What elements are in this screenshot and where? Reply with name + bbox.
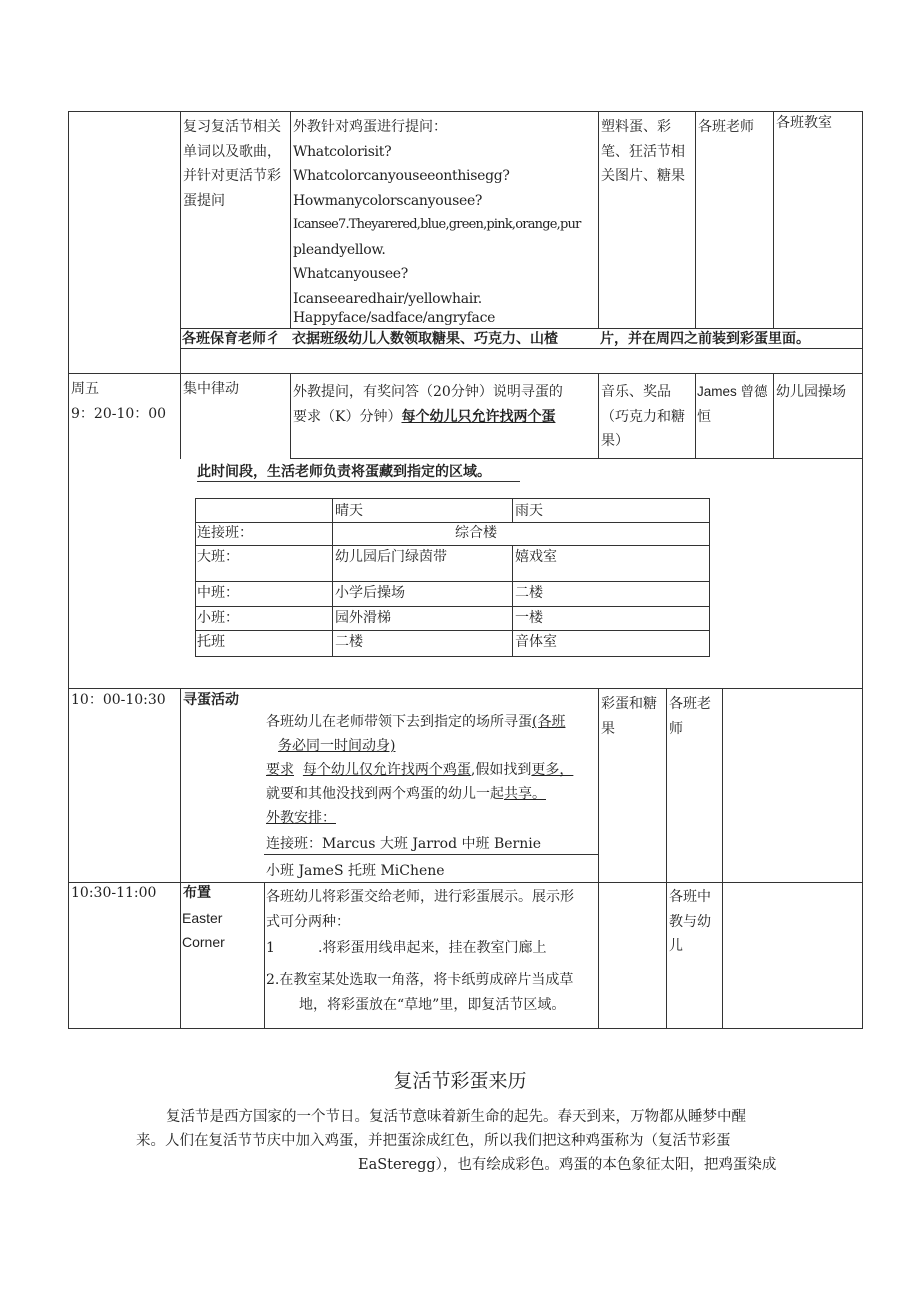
activity-line: Corner [182, 934, 225, 950]
content-line: 务必同一时间动身) [278, 738, 396, 754]
content-line: 式可分两种： [266, 913, 350, 930]
col-divider [264, 882, 265, 1029]
col-divider [290, 111, 291, 329]
activity-cell: 集中律动 [183, 381, 239, 397]
materials-line: 果） [601, 433, 629, 449]
activity-line: Easter [182, 910, 223, 926]
grid-line [195, 545, 709, 546]
col-divider [695, 373, 696, 459]
grid-line [709, 498, 710, 657]
materials-line: （巧克力和糖 [601, 408, 685, 425]
materials-line: 音乐、奖品 [601, 384, 671, 400]
grid-line [195, 630, 709, 631]
content-line [266, 782, 546, 807]
content-text: (各班 [532, 714, 566, 730]
egg-rule: 每个幼儿只允许找两个蛋 [401, 408, 556, 425]
content-line: Whatcanyousee? [293, 266, 408, 282]
content-line: Whatcolorisit? [293, 143, 392, 160]
note-part: 衣据班级幼儿人数领取糖果、巧克力、山楂 [292, 331, 558, 347]
class-cell: 大班： [197, 549, 239, 565]
content-text: 要求 [266, 762, 294, 778]
rainy-cell: 一楼 [515, 610, 543, 626]
materials-line: 果 [601, 720, 615, 737]
activity-line: 并针对更活节彩 [183, 168, 281, 184]
content-line [266, 710, 565, 735]
grid-line [195, 656, 709, 657]
header-rainy: 雨天 [515, 503, 543, 519]
table-border-right [862, 111, 863, 1029]
location-cell: 幼儿园操场 [776, 384, 846, 400]
grid-line [332, 498, 333, 657]
grid-line [195, 498, 196, 657]
sunny-cell: 园外滑梯 [335, 610, 391, 626]
staff-line: 各班中 [669, 889, 711, 905]
staff-line: 师 [669, 720, 683, 737]
list-number: 1 [266, 940, 275, 956]
table-border-bottom [68, 1028, 863, 1029]
content-line: Howmanycolorscanyousee? [293, 192, 483, 209]
table-border-left [68, 111, 69, 1029]
grid-line [512, 498, 513, 523]
notice-underline [197, 481, 520, 482]
col-divider [695, 111, 696, 329]
activity-line: 蛋提问 [183, 192, 225, 209]
grid-line [512, 545, 513, 657]
activity-cell: 寻蛋活动 [183, 692, 239, 708]
article-line: 复活节是西方国家的一个节日。复活节意味着新生命的起先。春天到来，万物都从睡梦中醒 [166, 1109, 746, 1125]
content-line: Icansee7.Theyarered,blue,green,pink,orange,pur [293, 217, 581, 232]
grid-line [195, 498, 709, 499]
class-cell: 小班： [197, 610, 239, 626]
staff-line: 恒 [697, 408, 711, 425]
row-divider [68, 373, 863, 374]
col-divider [722, 688, 723, 1029]
content-line: Whatcolorcanyouseeonthisegg? [293, 168, 510, 184]
teacher-assignment: 小班 JameS 托班 MiChene [266, 863, 445, 879]
materials-line: 关图片、糖果 [601, 168, 685, 184]
col-divider [773, 373, 774, 459]
content-text: 更多， [531, 762, 574, 778]
col-divider [773, 111, 774, 329]
content-line: pleandyellow. [293, 241, 386, 258]
class-cell: 托班 [197, 634, 225, 650]
content-line: Happyface/sadface/angryface [293, 310, 496, 326]
staff-line: 儿 [669, 938, 683, 954]
rainy-cell: 嬉戏室 [515, 549, 557, 565]
col-divider [598, 688, 599, 1029]
content-line: Icanseearedhair/yellowhair. [293, 290, 482, 307]
content-text: 就要和其他没找到两个鸡蛋的幼儿一起 [266, 786, 504, 802]
note-part: 片，并在周四之前装到彩蛋里面。 [600, 331, 810, 347]
staff-cell: 各班老师 [698, 119, 754, 135]
col-divider [180, 111, 181, 459]
time-range: 10:30-11:00 [71, 885, 157, 901]
content-line: 外教安排： [266, 810, 336, 826]
rainy-cell: 二楼 [515, 585, 543, 601]
content-text: 各班幼儿在老师带领下去到指定的场所寻蛋 [266, 714, 532, 730]
grid-line [195, 581, 709, 582]
staff-line: James 曾德 [697, 384, 768, 399]
activity-line: 复习复活节相关 [183, 119, 281, 135]
hiding-notice: 此时间段，生活老师负责将蛋藏到指定的区域。 [197, 464, 491, 480]
content-line: .将彩蛋用线串起来，挂在教室门廊上 [318, 940, 547, 956]
content-text: 每个幼儿仅允许找两个鸡蛋 [302, 762, 471, 778]
materials-line: 笔、狂活节相 [601, 143, 685, 160]
content-line: 外教提问，有奖问答（20分钟）说明寻蛋的 [293, 384, 563, 400]
content-line: 外教针对鸡蛋进行提问： [293, 119, 447, 135]
grid-line [195, 606, 709, 607]
row-divider [290, 458, 863, 459]
time-range: 9：20-10：00 [71, 405, 167, 422]
content-line [266, 758, 573, 783]
materials-line: 彩蛋和糖 [601, 696, 657, 712]
col-divider [598, 373, 599, 459]
col-divider [180, 688, 181, 1029]
materials-line: 塑料蛋、彩 [601, 119, 671, 135]
class-cell: 中班： [197, 585, 239, 601]
article-title: 复活节彩蛋来历 [393, 1070, 527, 1092]
content-line [293, 405, 555, 430]
content-text: 要求（K）分钟） [293, 408, 402, 425]
table-border-top [68, 111, 863, 112]
sunny-cell: 综合楼 [455, 525, 497, 541]
content-line: 地，将彩蛋放在“草地”里，即复活节区域。 [299, 997, 566, 1013]
sunny-cell: 小学后操场 [335, 585, 405, 601]
location-cell: 各班教室 [776, 115, 832, 131]
sunny-cell: 二楼 [335, 634, 363, 650]
staff-line: 教与幼 [669, 913, 711, 930]
day-label: 周五 [71, 381, 99, 397]
content-text: ,假如找到 [470, 762, 532, 778]
content-text: 共享。 [504, 786, 546, 802]
content-line: 各班幼儿将彩蛋交给老师，进行彩蛋展示。展示形 [266, 889, 574, 905]
article-line: EaSteregg），也有绘成彩色。鸡蛋的本色象征太阳，把鸡蛋染成 [358, 1157, 777, 1173]
header-sunny: 晴天 [335, 503, 363, 519]
class-cell: 连接班： [197, 525, 253, 541]
col-divider [598, 111, 599, 329]
staff-line: 各班老 [669, 696, 711, 712]
note-part: 各班保育老师彳 [182, 331, 280, 347]
grid-line [195, 522, 709, 523]
time-range: 10：00-10:30 [71, 692, 166, 708]
rainy-cell: 音体室 [515, 634, 557, 650]
teacher-assignment: 连接班：Marcus 大班 Jarrod 中班 Bernie [266, 836, 541, 852]
sunny-cell: 幼儿园后门绿茵带 [335, 549, 447, 565]
col-divider [290, 373, 291, 459]
activity-line: 单词以及歌曲， [183, 143, 281, 160]
content-line: 2.在教室某处选取一角落，将卡纸剪成碎片当成草 [266, 972, 574, 988]
activity-line: 布置 [183, 885, 211, 901]
col-divider [666, 688, 667, 1029]
article-line: 来。人们在复活节节庆中加入鸡蛋，并把蛋涂成红色，所以我们把这种鸡蛋称为（复活节彩蛋 [136, 1133, 731, 1149]
